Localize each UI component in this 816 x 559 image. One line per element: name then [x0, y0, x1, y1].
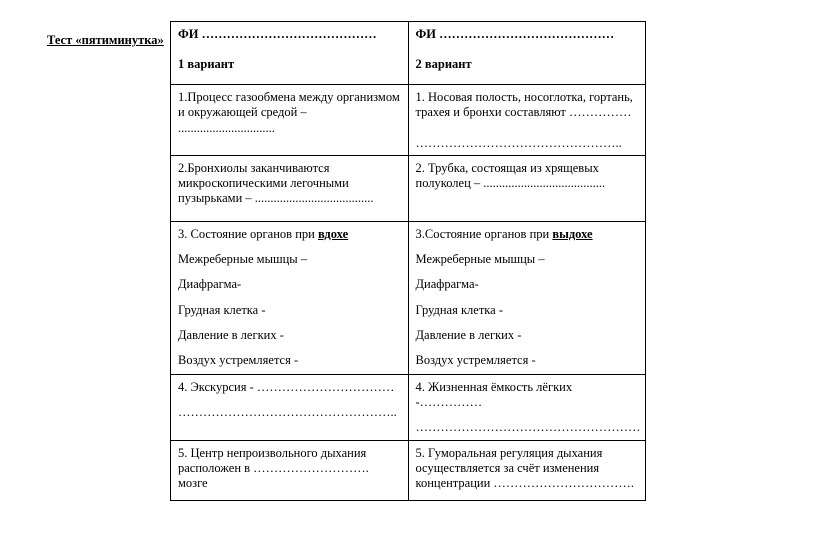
question-text: [178, 227, 401, 242]
variant-label: 2 вариант: [415, 57, 472, 72]
state-item: Грудная клетка -: [415, 302, 503, 317]
state-item: Диафрагма-: [415, 277, 479, 292]
question-cell: [408, 155, 646, 221]
question-cell: [408, 440, 646, 500]
question-cell: [171, 85, 409, 156]
question-text: [416, 227, 639, 242]
question-cell: [171, 440, 409, 500]
question-cell: [171, 221, 409, 374]
variant-2-header-cell: [408, 22, 646, 85]
table-row-header: [171, 22, 646, 85]
state-item: Давление в легких -: [178, 327, 284, 342]
state-item: Диафрагма-: [178, 277, 242, 292]
question-text: 2. Трубка, состоящая из хрящевых полуколец – .......................................: [415, 160, 606, 190]
question-cell: [408, 374, 646, 440]
answer-line: …………………………………………..: [415, 135, 622, 150]
state-item: Воздух устремляется -: [415, 353, 536, 367]
page-title: Тест «пятиминутка»: [47, 33, 164, 47]
question-text: 1.Процесс газообмена между организмом и окружающей средой – ...............................: [178, 90, 400, 135]
answer-line: ………………………………………………: [415, 420, 641, 435]
question-cell: [408, 221, 646, 374]
variant-1-header-cell: [171, 22, 409, 85]
question-text: 4. Жизненная ёмкость лёгких -……………: [415, 379, 573, 409]
state-item: Давление в легких -: [415, 327, 522, 342]
quiz-table: [170, 21, 646, 501]
state-item: Межреберные мышцы –: [415, 252, 545, 266]
question-text: 5. Центр непроизвольного дыхания расположен в ………………………. мозге: [178, 445, 369, 490]
question-cell: [171, 155, 409, 221]
question-text: 5. Гуморальная регуляция дыхания осуществляется за счёт изменения концентрации …………………………….: [415, 445, 635, 490]
question-keyword: вдохе: [317, 226, 349, 241]
question-prefix: 3. Состояние органов при: [178, 226, 318, 241]
table-row-question-4: [171, 374, 646, 440]
answer-line: ……………………………………………..: [178, 405, 397, 419]
table-row-question-3: [171, 221, 646, 374]
question-keyword: выдохе: [552, 226, 593, 241]
table-row-question-1: [171, 85, 646, 156]
table-row-question-5: [171, 440, 646, 500]
question-cell: [171, 374, 409, 440]
state-item: Грудная клетка -: [178, 302, 266, 317]
question-cell: [408, 85, 646, 156]
question-text: 4. Экскурсия - ……………………………: [178, 379, 395, 394]
name-field-label: ФИ ……………………………………: [415, 27, 615, 41]
question-text: 2.Бронхиолы заканчиваются микроскопическими легочными пузырьками – ......................................: [178, 160, 374, 206]
variant-label: 1 вариант: [178, 57, 235, 72]
state-item: Межреберные мышцы –: [178, 252, 308, 266]
question-text: 1. Носовая полость, носоглотка, гортань, трахея и бронхи составляют ……………: [415, 90, 633, 120]
question-prefix: 3.Состояние органов при: [415, 226, 553, 241]
name-field-label: ФИ ……………………………………: [178, 27, 377, 41]
state-item: Воздух устремляется -: [178, 353, 299, 367]
table-row-question-2: [171, 155, 646, 221]
